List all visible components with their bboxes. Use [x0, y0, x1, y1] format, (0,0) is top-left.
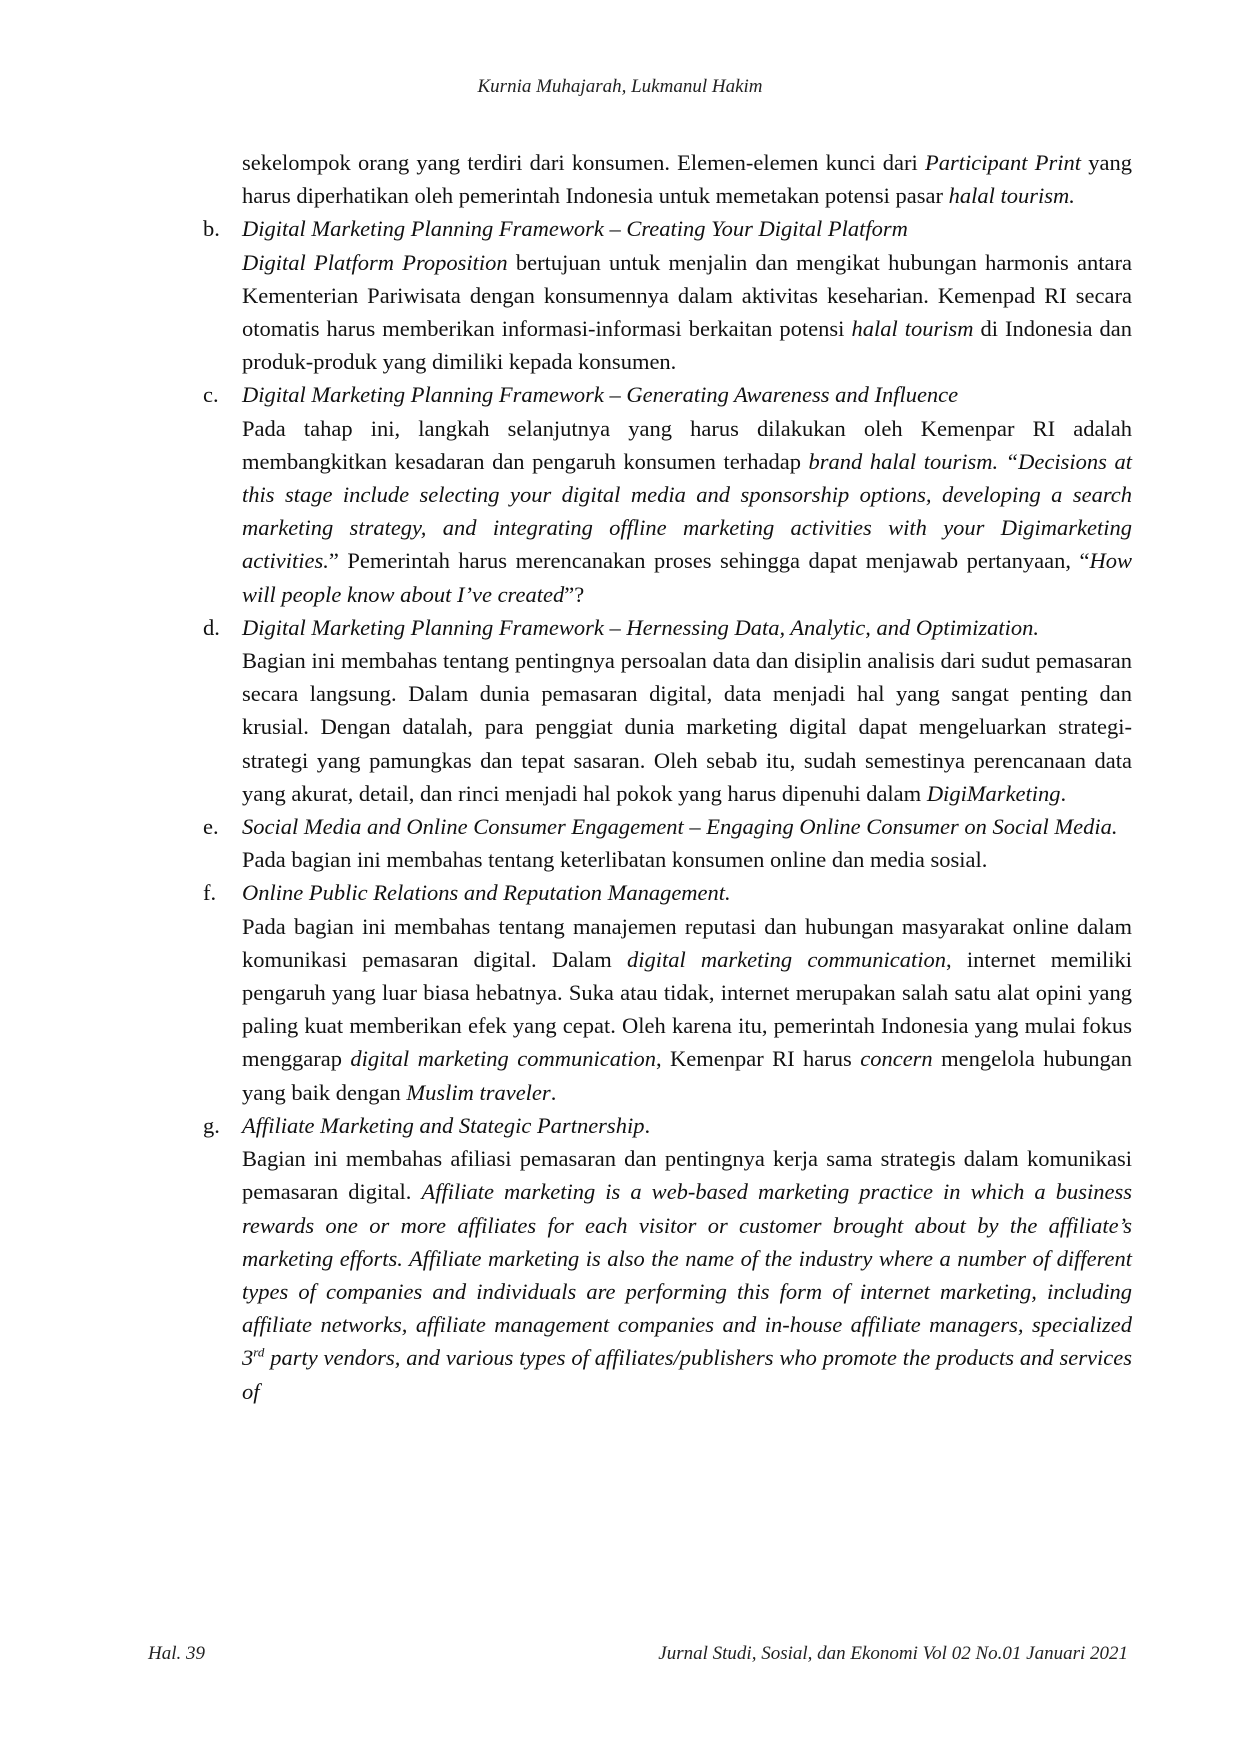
list-marker: d. [203, 614, 220, 640]
list-item-c [0, 378, 1240, 610]
italic-term: halal tourism. [948, 183, 1075, 209]
text-run: Pada bagian ini membahas tentang manajemen reputasi dan hubungan masyarakat online dalam komunikasi pemasaran digital. Dalam [242, 913, 1132, 972]
body-text [0, 146, 1240, 1408]
running-header-authors: Kurnia Muhajarah, Lukmanul Hakim [477, 76, 763, 97]
italic-quote: Affiliate marketing is a web-based marketing practice in which a business rewards one or more affiliates for each visitor or customer brought about by the affiliate’s marketing efforts. Affiliate marketing is also the name of the industry where a number of different types of companies and individuals are performing this form of internet marketing, including affiliate networks, affiliate management companies and in-house affiliate managers, specialized 3 [242, 1179, 1132, 1371]
text-run: yang harus diperhatikan oleh pemerintah Indonesia untuk memetakan potensi pasar [242, 150, 1132, 209]
list-item-e [0, 810, 1240, 876]
list-item-d [0, 611, 1240, 810]
italic-term: Participant Print [925, 150, 1082, 175]
text-run: mengelola hubungan yang baik dengan [242, 1046, 1132, 1105]
list-item-g [0, 1109, 1240, 1408]
text-run: ” Pemerintah harus merencanakan proses sehingga dapat menjawab pertanyaan, “ [328, 548, 1090, 574]
text-run: di Indonesia dan produk-produk yang dimiliki kepada konsumen. [242, 316, 1132, 375]
text-run: Bagian ini membahas afiliasi pemasaran dan pentingnya kerja sama strategis dalam komunikasi pemasaran digital. [242, 1146, 1132, 1205]
italic-term: concern [860, 1046, 933, 1072]
italic-term: Digital Platform Proposition [242, 249, 508, 275]
item-heading: Digital Marketing Planning Framework – Generating Awareness and Influence [242, 382, 959, 408]
text-run: , Kemenpar RI harus [655, 1046, 861, 1072]
journal-footer: Jurnal Studi, Sosial, dan Ekonomi Vol 02 No.01 Januari 2021 [658, 1643, 1128, 1664]
italic-term: DigiMarketing [926, 780, 1061, 806]
italic-term: digital marketing communication [350, 1046, 656, 1072]
italic-quote: brand halal tourism. “Decisions at this stage include selecting your digital media and sponsorship options, developing a search marketing strategy, and integrating offline marketing activities with your Digimarketing activities. [242, 448, 1132, 574]
list-item-f [0, 876, 1240, 1108]
italic-term: Muslim traveler [406, 1079, 551, 1105]
text-run: Bagian ini membahas tentang pentingnya persoalan data dan disiplin analisis dari sudut pemasaran secara langsung. Dalam dunia pemasaran digital, data menjadi hal yang sangat penting dan krusial. Dengan datalah, para penggiat dunia marketing digital dapat mengeluarkan strategi-strategi yang pamungkas dan tepat sasaran. Oleh sebab itu, sudah semestinya perencanaan data yang akurat, detail, dan rinci menjadi hal pokok yang harus dipenuhi dalam [242, 648, 1132, 806]
item-heading: Online Public Relations and Reputation Management. [242, 880, 731, 906]
list-marker: f. [203, 880, 217, 906]
list-marker: e. [203, 814, 219, 840]
italic-quote: How will people know about I’ve created [242, 548, 1132, 607]
item-heading [242, 1109, 1132, 1142]
italic-term: digital marketing communication [626, 946, 947, 972]
list-marker: c. [203, 382, 219, 408]
page-number: Hal. 39 [148, 1643, 205, 1664]
intro-paragraph [242, 146, 1132, 212]
heading-period: . [644, 1112, 651, 1138]
italic-quote: party vendors, and various types of affiliates/publishers who promote the products and services of [242, 1345, 1132, 1404]
item-body [242, 1142, 1132, 1408]
item-body [242, 843, 1132, 876]
text-run: Pada bagian ini membahas tentang keterlibatan konsumen online dan media sosial. [242, 847, 988, 873]
item-body [242, 910, 1132, 1109]
superscript: rd [253, 1344, 265, 1360]
italic-term: halal tourism [851, 316, 974, 342]
heading-text: Affiliate Marketing and Stategic Partnership [242, 1112, 645, 1138]
item-body [242, 644, 1132, 810]
item-heading: Digital Marketing Planning Framework – Hernessing Data, Analytic, and Optimization. [242, 614, 1040, 640]
text-run: , internet memiliki pengaruh yang luar biasa hebatnya. Suka atau tidak, internet merupakan salah satu alat opini yang paling kuat memberikan efek yang cepat. Oleh karena itu, pemerintah Indonesia yang mulai fokus menggarap [242, 946, 1132, 1072]
item-body [242, 246, 1132, 379]
text-run: . [1060, 780, 1067, 806]
item-heading: Social Media and Online Consumer Engagement – Engaging Online Consumer on Social Media. [242, 814, 1118, 840]
list-marker: b. [203, 216, 220, 242]
text-run: Pada tahap ini, langkah selanjutnya yang harus dilakukan oleh Kemenpar RI adalah membangkitkan kesadaran dan pengaruh konsumen terhadap [242, 415, 1132, 474]
text-run: sekelompok orang yang terdiri dari konsumen. Elemen-elemen kunci dari [242, 150, 926, 175]
list-marker: g. [203, 1112, 220, 1138]
item-heading: Digital Marketing Planning Framework – Creating Your Digital Platform [242, 216, 908, 242]
item-body [242, 412, 1132, 611]
list-item-b [0, 212, 1240, 378]
text-run: . [550, 1079, 557, 1105]
text-run: ”? [564, 581, 585, 607]
text-run: bertujuan untuk menjalin dan mengikat hubungan harmonis antara Kementerian Pariwisata dengan konsumennya dalam aktivitas keseharian. Kemenpad RI secara otomatis harus memberikan informasi-informasi berkaitan potensi [242, 249, 1132, 342]
